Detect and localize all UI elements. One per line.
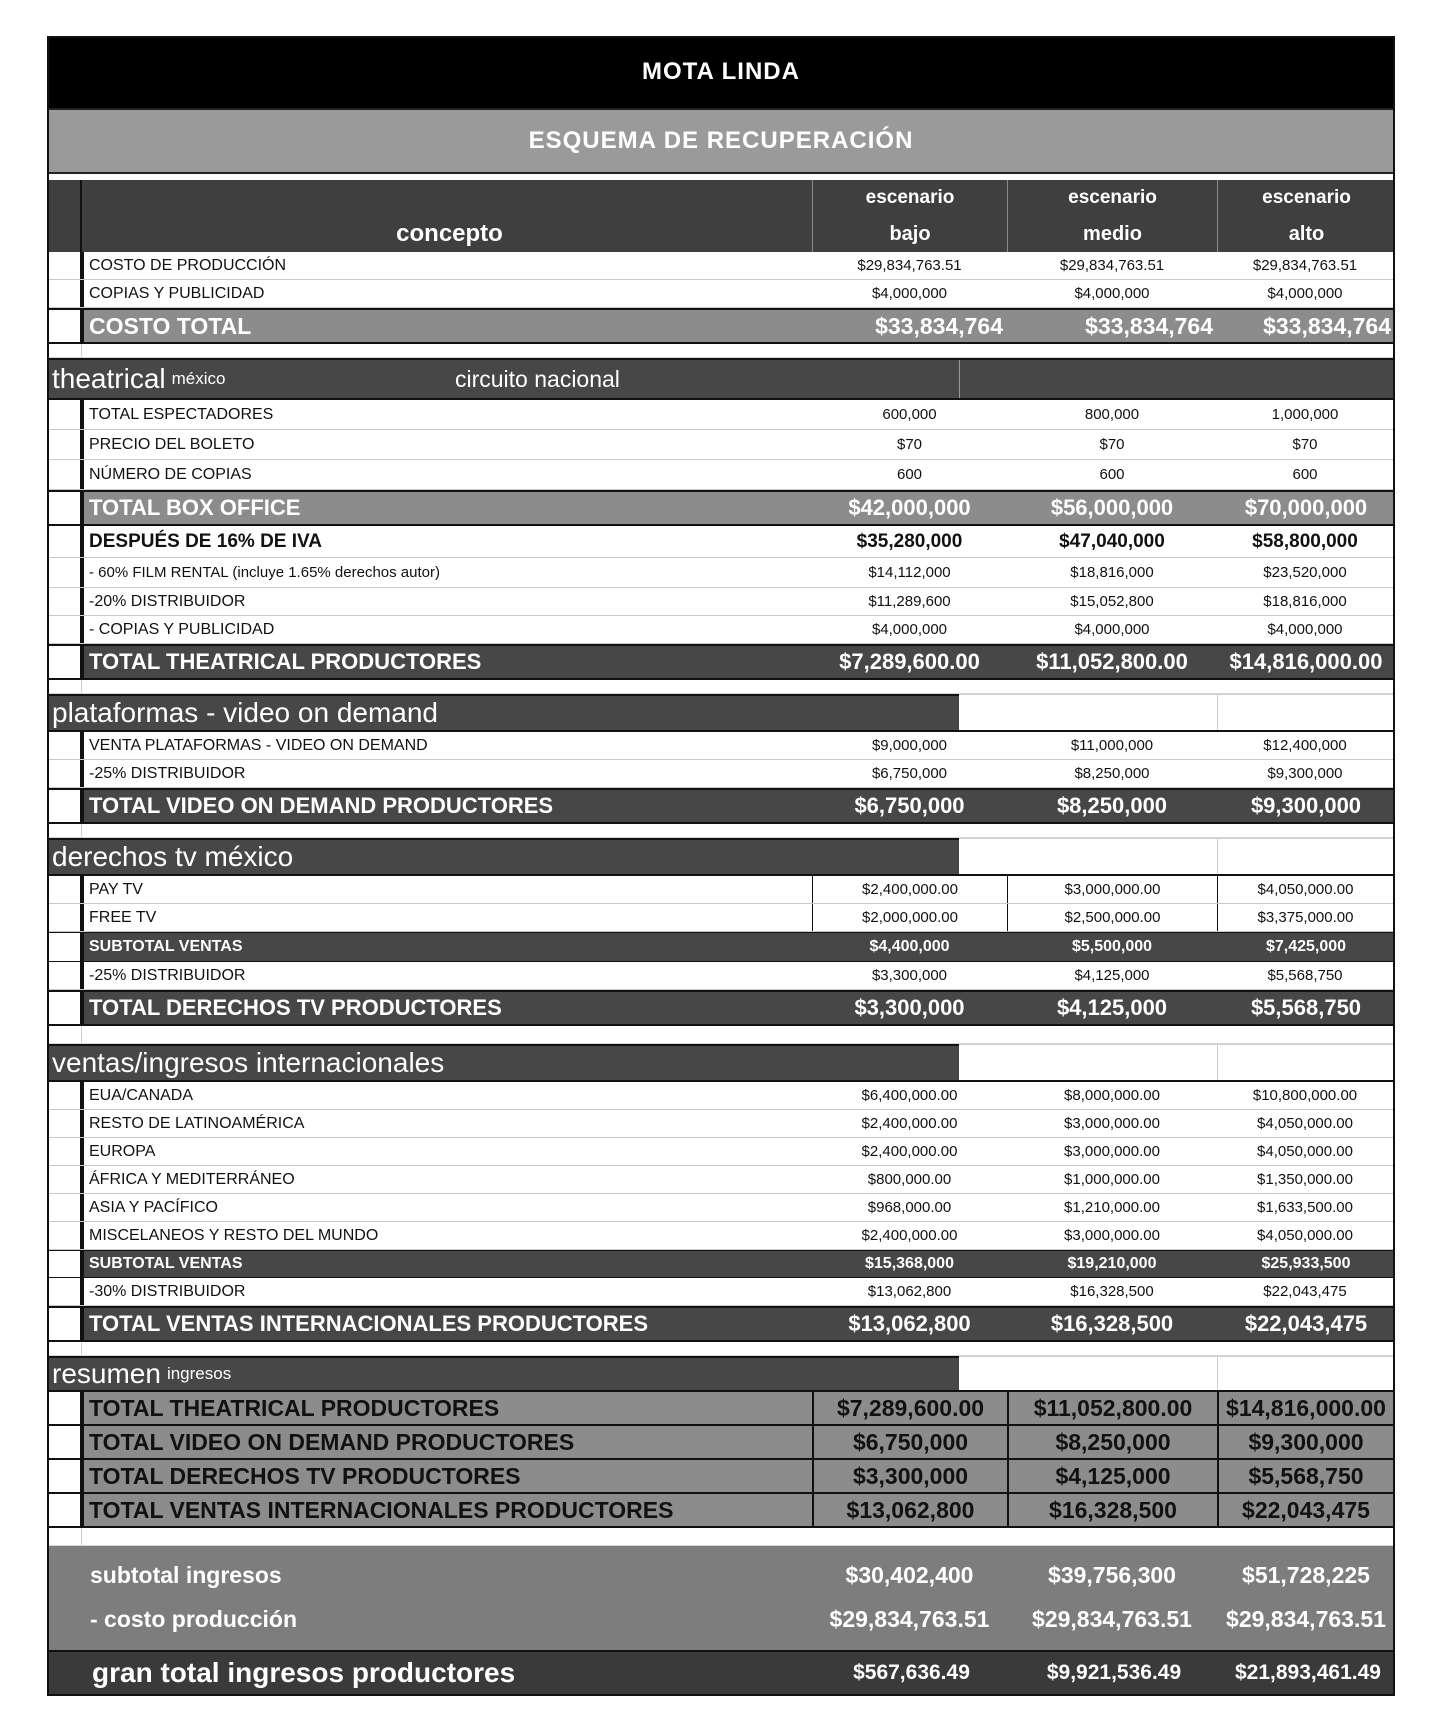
value-bajo: $2,400,000.00 [812,876,1007,903]
value-bajo: $7,289,600.00 [839,649,980,674]
value-medio: $15,052,800 [1070,593,1154,610]
row-label: -25% DISTRIBUIDOR [82,760,812,787]
row-gutter [47,216,82,252]
row-label: TOTAL VENTAS INTERNACIONALES PRODUCTORES [82,1308,812,1340]
value-alto: $5,568,750 [1217,962,1395,989]
row-label: gran total ingresos productores [92,1657,516,1688]
value-medio: $16,328,500 [1050,1311,1174,1336]
row-gutter [47,252,82,279]
value-alto: $1,350,000.00 [1217,1166,1395,1193]
table-row [47,616,1395,644]
sheet-title [47,36,1395,108]
row-gutter [47,760,82,787]
value-bajo: $2,400,000.00 [861,1115,958,1132]
value-alto: $4,000,000 [1217,616,1395,643]
section-resumen [47,1356,959,1392]
row-label: ASIA Y PACÍFICO [82,1194,812,1221]
row-gutter [47,280,82,307]
value-medio: $3,000,000.00 [1064,1143,1160,1160]
row-gutter [47,1460,82,1492]
value-alto: $70,000,000 [1244,495,1368,520]
row-gutter [47,646,82,678]
resumen-row-intl [47,1494,1395,1528]
value-medio: $16,328,500 [1070,1283,1154,1300]
value-bajo: $800,000.00 [867,1171,952,1188]
value-medio: $11,000,000 [1070,737,1154,754]
value-medio: $47,040,000 [1059,530,1165,552]
row-label: TOTAL THEATRICAL PRODUCTORES [82,646,812,678]
value-alto: $23,520,000 [1217,558,1395,587]
value-bajo: $35,280,000 [856,530,963,552]
costo-total-row [47,308,1395,344]
row-gutter [47,824,82,837]
value-medio: $4,000,000 [1074,621,1150,638]
value-alto: $51,728,225 [1242,1561,1370,1588]
value-bajo: $11,289,600 [868,593,951,610]
row-gutter [47,492,82,524]
value-bajo: 600 [896,466,923,483]
row-label: PRECIO DEL BOLETO [82,430,812,459]
row-label: NÚMERO DE COPIAS [82,460,812,489]
row-label: COSTO DE PRODUCCIÓN [82,252,812,279]
section-title: theatrical [52,363,166,394]
section-vod-row [47,694,1395,732]
value-alto: 1,000,000 [1217,400,1395,429]
table-row [47,962,1395,990]
value-medio: $29,834,763.51 [1032,1605,1192,1632]
value-alto: $10,800,000.00 [1217,1082,1395,1109]
value-bajo: $968,000.00 [867,1199,952,1216]
row-gutter [47,1392,82,1424]
value-medio: $9,921,536.49 [1046,1661,1182,1684]
resumen-row-vod [47,1426,1395,1460]
row-label: ÁFRICA Y MEDITERRÁNEO [82,1166,812,1193]
value-alto: $4,050,000.00 [1217,1222,1395,1249]
section-blank-cells [959,838,1395,876]
row-gutter [47,680,82,693]
table-row [47,1082,1395,1110]
value-medio: 600 [1099,466,1125,483]
table-row [47,1222,1395,1250]
value-medio: $19,210,000 [1067,1255,1157,1272]
row-gutter [47,1026,82,1043]
row-gutter [47,430,82,459]
section-label [52,1358,231,1390]
row-gutter [47,1494,82,1526]
row-label: SUBTOTAL VENTAS [82,933,812,961]
value-bajo: $2,400,000.00 [861,1227,958,1244]
row-label: FREE TV [82,904,812,931]
value-medio: $29,834,763.51 [1059,257,1165,274]
value-medio: $70 [1099,436,1125,453]
total-vod-row [47,788,1395,824]
value-bajo: $2,400,000.00 [861,1143,958,1160]
value-bajo: 600,000 [882,406,937,423]
section-blank-cells [959,1044,1395,1082]
value-medio: $5,500,000 [1071,938,1153,955]
value-bajo: $13,062,800 [812,1494,1007,1526]
header-row-escenario [47,180,1395,216]
row-gutter [47,732,82,759]
value-medio: $8,250,000 [1074,765,1150,782]
section-tv-row [47,838,1395,876]
value-alto: $22,043,475 [1217,1494,1395,1526]
box-office-row [47,490,1395,526]
value-bajo: $9,000,000 [871,737,948,754]
value-alto: $21,893,461.49 [1235,1661,1381,1684]
title-text: MOTA LINDA [642,58,800,85]
header-medio: medio [1007,216,1217,252]
table-row [47,558,1395,588]
value-bajo: $3,300,000 [871,967,948,984]
row-gutter [47,933,82,961]
value-alto: $29,834,763.51 [1217,252,1395,279]
header-blank [82,180,812,216]
row-label: TOTAL ESPECTADORES [82,400,812,429]
header-escenario-bajo: escenario [812,180,1007,216]
section-title: resumen [52,1358,161,1389]
row-label: - COPIAS Y PUBLICIDAD [82,616,812,643]
row-label: TOTAL DERECHOS TV PRODUCTORES [82,992,812,1024]
section-subtitle: ingresos [166,1364,232,1383]
value-medio: $33,834,764 [1085,312,1213,339]
row-label: TOTAL DERECHOS TV PRODUCTORES [82,1460,812,1492]
row-gutter [47,1166,82,1193]
header-escenario-alto: escenario [1217,180,1395,216]
row-label: -20% DISTRIBUIDOR [82,588,812,615]
section-intl [47,1044,959,1082]
value-alto: $4,050,000.00 [1217,1138,1395,1165]
row-gutter [47,588,82,615]
row-label: TOTAL THEATRICAL PRODUCTORES [82,1392,812,1424]
total-tv-row [47,990,1395,1026]
header-row-concepto [47,216,1395,252]
value-bajo: $13,062,800 [848,1311,971,1336]
value-alto: $14,816,000.00 [1217,1392,1395,1424]
header-bajo: bajo [812,216,1007,252]
value-alto: 600 [1217,460,1395,489]
spacer-row [47,824,1395,838]
table-row [47,732,1395,760]
row-label: COPIAS Y PUBLICIDAD [82,280,812,307]
row-gutter [47,400,82,429]
value-alto: $9,300,000 [1250,793,1362,818]
value-alto: $12,400,000 [1217,732,1395,759]
row-gutter [47,962,82,989]
row-label: - costo producción [90,1605,297,1632]
value-alto: $7,425,000 [1265,938,1347,955]
row-gutter [47,1426,82,1458]
table-row [47,760,1395,788]
value-medio: $56,000,000 [1050,495,1174,520]
resumen-row-tv [47,1460,1395,1494]
value-medio: $39,756,300 [1048,1561,1176,1588]
table-row [47,1166,1395,1194]
row-gutter [47,526,82,557]
row-gutter [47,1110,82,1137]
spacer-row [47,1342,1395,1356]
row-label: SUBTOTAL VENTAS [82,1251,812,1277]
section-label: derechos tv méxico [52,841,294,872]
value-medio: $4,000,000 [1074,285,1150,302]
value-alto: $3,375,000.00 [1217,904,1395,931]
table-row [47,904,1395,932]
section-tv [47,838,959,876]
table-row [47,280,1395,308]
header-alto: alto [1217,216,1395,252]
table-row [47,460,1395,490]
row-label: subtotal ingresos [90,1561,282,1588]
total-intl-row [47,1306,1395,1342]
section-label: ventas/ingresos internacionales [52,1047,445,1078]
value-bajo: $4,000,000 [871,621,948,638]
table-row [47,1194,1395,1222]
value-medio: $8,250,000 [1056,793,1168,818]
value-bajo: $13,062,800 [867,1283,952,1300]
value-alto: $5,568,750 [1250,995,1362,1020]
row-label: MISCELANEOS Y RESTO DEL MUNDO [82,1222,812,1249]
row-label: TOTAL VENTAS INTERNACIONALES PRODUCTORES [82,1494,812,1526]
value-medio: $1,000,000.00 [1064,1171,1160,1188]
value-bajo: $7,289,600.00 [812,1392,1007,1424]
value-medio: 800,000 [1084,406,1140,423]
value-medio: $16,328,500 [1007,1494,1217,1526]
row-gutter [47,790,82,822]
row-label: TOTAL BOX OFFICE [82,492,812,524]
value-medio: $1,210,000.00 [1064,1199,1160,1216]
value-alto: $22,043,475 [1217,1278,1395,1305]
subtotal-ingresos-row [47,1554,1395,1596]
row-gutter [47,904,82,931]
header-concepto: concepto [396,220,503,247]
value-bajo: $4,400,000 [869,938,950,955]
section-vod [47,694,959,732]
table-row [47,876,1395,904]
row-gutter [47,344,82,357]
row-gutter [47,1342,82,1355]
section-subtitle: méxico [171,369,226,388]
value-medio: $11,052,800.00 [1007,1392,1217,1424]
subtitle-text: ESQUEMA DE RECUPERACIÓN [528,127,914,154]
row-gutter [47,992,82,1024]
row-label: TOTAL VIDEO ON DEMAND PRODUCTORES [82,1426,812,1458]
value-bajo: $70 [896,436,923,453]
value-alto: $25,933,500 [1261,1255,1351,1272]
subtotal-tv-row [47,932,1395,962]
section-extra: circuito nacional [455,365,620,392]
sheet-subtitle [47,108,1395,174]
value-bajo: $6,750,000 [871,765,948,782]
row-gutter [47,558,82,587]
spacer-row [47,344,1395,358]
value-alto: $4,050,000.00 [1217,876,1395,903]
row-gutter [47,1194,82,1221]
row-gutter [47,1251,82,1277]
section-resumen-row [47,1356,1395,1392]
value-bajo: $15,368,000 [865,1255,954,1272]
costo-produccion-row [47,1598,1395,1640]
value-alto: $58,800,000 [1217,526,1395,557]
value-medio: $3,000,000.00 [1007,876,1217,903]
section-blank-cells [959,694,1395,732]
value-alto: $9,300,000 [1217,1426,1395,1458]
row-label: -30% DISTRIBUIDOR [82,1278,812,1305]
table-row [47,400,1395,430]
row-gutter [47,460,82,489]
value-alto: $29,834,763.51 [1226,1605,1386,1632]
value-alto: $70 [1217,430,1395,459]
row-gutter [47,876,82,903]
value-bajo: $29,834,763.51 [857,257,962,274]
iva-row [47,526,1395,558]
value-alto: $14,816,000.00 [1229,649,1383,674]
table-row [47,430,1395,460]
value-alto: $18,816,000 [1217,588,1395,615]
value-bajo: $29,834,763.51 [829,1605,990,1632]
row-label: VENTA PLATAFORMAS - VIDEO ON DEMAND [82,732,812,759]
value-bajo: $42,000,000 [848,495,971,520]
row-gutter [47,1278,82,1305]
spacer-row [47,680,1395,694]
row-label: RESTO DE LATINOAMÉRICA [82,1110,812,1137]
value-medio: $4,125,000 [1074,967,1150,984]
row-gutter [47,1308,82,1340]
value-bajo: $14,112,000 [868,564,951,581]
table-row [47,1138,1395,1166]
row-gutter [47,1138,82,1165]
value-alto: $4,000,000 [1217,280,1395,307]
table-row [47,1110,1395,1138]
value-medio: $11,052,800.00 [1036,649,1188,674]
value-bajo: $30,402,400 [845,1561,974,1588]
value-alto: $33,834,764 [1263,312,1391,339]
row-gutter [47,310,82,342]
table-row [47,252,1395,280]
value-alto: $5,568,750 [1217,1460,1395,1492]
value-alto: $9,300,000 [1217,760,1395,787]
table-row [47,588,1395,616]
value-bajo: $3,300,000 [854,995,965,1020]
total-theatrical-row [47,644,1395,680]
summary-block [47,1546,1395,1650]
value-alto: $22,043,475 [1244,1311,1368,1336]
row-gutter [47,1082,82,1109]
section-label: plataformas - video on demand [52,697,438,728]
row-label: EUA/CANADA [82,1082,812,1109]
section-label [52,360,225,398]
table-row [47,1278,1395,1306]
row-label: TOTAL VIDEO ON DEMAND PRODUCTORES [82,790,812,822]
value-medio: $4,125,000 [1056,995,1168,1020]
row-gutter [47,180,82,216]
value-bajo: $4,000,000 [871,285,948,302]
value-medio: $3,000,000.00 [1064,1115,1160,1132]
value-bajo: $6,750,000 [854,793,965,818]
value-bajo: $3,300,000 [812,1460,1007,1492]
row-gutter [47,616,82,643]
gran-total-row [47,1650,1395,1696]
row-label: COSTO TOTAL [82,310,812,342]
value-medio: $8,250,000 [1007,1426,1217,1458]
value-bajo: $567,636.49 [853,1661,970,1684]
value-alto: $1,633,500.00 [1217,1194,1395,1221]
row-label: PAY TV [82,876,812,903]
resumen-row-theatrical [47,1392,1395,1426]
section-blank-cells [959,1356,1395,1392]
value-medio: $18,816,000 [1070,564,1154,581]
row-label: EUROPA [82,1138,812,1165]
value-medio: $3,000,000.00 [1064,1227,1160,1244]
section-intl-row [47,1044,1395,1082]
section-theatrical [47,358,1395,400]
row-gutter [47,1222,82,1249]
value-medio: $4,125,000 [1007,1460,1217,1492]
row-label: -25% DISTRIBUIDOR [82,962,812,989]
row-label: DESPUÉS DE 16% DE IVA [82,526,812,557]
value-bajo: $2,000,000.00 [812,904,1007,931]
row-label: - 60% FILM RENTAL (incluye 1.65% derechos autor) [82,558,812,587]
value-medio: $2,500,000.00 [1007,904,1217,931]
value-bajo: $6,750,000 [812,1426,1007,1458]
value-alto: $4,050,000.00 [1217,1110,1395,1137]
spacer-row [47,1026,1395,1044]
value-bajo: $33,834,764 [875,312,1003,339]
spacer-row [47,1528,1395,1546]
header-escenario-medio: escenario [1007,180,1217,216]
row-gutter [47,1528,82,1545]
value-medio: $8,000,000.00 [1064,1087,1160,1104]
subtotal-intl-row [47,1250,1395,1278]
value-bajo: $6,400,000.00 [861,1087,958,1104]
section-divider [959,360,960,398]
